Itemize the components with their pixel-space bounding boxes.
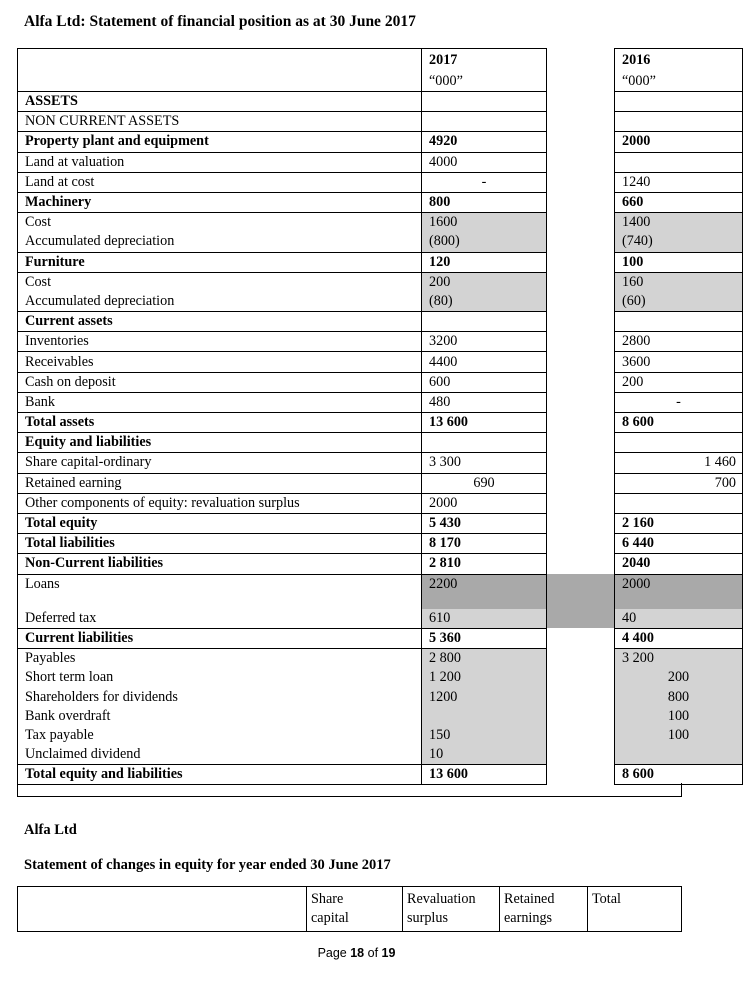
row-value-2016: 100 [615, 726, 743, 745]
row-label: Payables [18, 649, 422, 669]
row-value-2016 [615, 745, 743, 765]
row-label: Loans [18, 574, 422, 594]
row-value-2017: 150 [422, 726, 547, 745]
row-value-2017: 610 [422, 609, 547, 629]
table-row [18, 493, 743, 513]
row-value-2017: 200 [422, 272, 547, 292]
table-row [18, 413, 743, 433]
soce-col-share-capital: Share capital [307, 887, 403, 932]
table-row [18, 726, 743, 745]
table-row [18, 473, 743, 493]
row-label: Equity and liabilities [18, 433, 422, 453]
statement-title: Alfa Ltd: Statement of financial position as at 30 June 2017 [24, 13, 416, 30]
row-label: ASSETS [18, 92, 422, 112]
row-label: Bank overdraft [18, 707, 422, 726]
row-value-2017: 2 800 [422, 649, 547, 669]
row-label: Non-Current liabilities [18, 554, 422, 574]
table-row [18, 192, 743, 212]
table-row [18, 668, 743, 687]
row-label: Retained earning [18, 473, 422, 493]
row-value-2016: 1240 [615, 172, 743, 192]
row-value-2017: 4400 [422, 352, 547, 372]
soce-header-row [18, 887, 682, 932]
row-value-2017: 2 810 [422, 554, 547, 574]
table-row [18, 232, 743, 252]
row-value-2017: 2200 [422, 574, 547, 594]
header-row-unit [18, 71, 743, 92]
changes-in-equity-table [17, 886, 682, 932]
row-label: Cost [18, 213, 422, 233]
row-value-2016 [615, 152, 743, 172]
row-value-2016: 1 460 [615, 453, 743, 473]
table-row [18, 332, 743, 352]
table-row [18, 687, 743, 706]
table-row [18, 513, 743, 533]
row-label: Inventories [18, 332, 422, 352]
row-value-2016: 3 200 [615, 649, 743, 669]
table-row [18, 132, 743, 152]
row-value-2016 [615, 493, 743, 513]
row-value-2016: - [615, 392, 743, 412]
row-value-2016: (60) [615, 292, 743, 312]
table-row [18, 312, 743, 332]
row-value-2016: 2040 [615, 554, 743, 574]
row-label: Total assets [18, 413, 422, 433]
header-unit-2016: “000” [615, 71, 743, 92]
row-value-2017: 1 200 [422, 668, 547, 687]
row-value-2017: 5 360 [422, 628, 547, 648]
row-value-2017: 4920 [422, 132, 547, 152]
table-row [18, 392, 743, 412]
table-row [18, 628, 743, 648]
row-value-2017: 13 600 [422, 413, 547, 433]
row-value-2017: 13 600 [422, 765, 547, 785]
row-value-2017: 8 170 [422, 534, 547, 554]
row-value-2016: (740) [615, 232, 743, 252]
header-row-year [18, 49, 743, 72]
table-row [18, 272, 743, 292]
row-value-2017: 120 [422, 252, 547, 272]
row-label: Accumulated depreciation [18, 292, 422, 312]
table-row [18, 765, 743, 785]
table-row [18, 707, 743, 726]
row-value-2016: 100 [615, 252, 743, 272]
row-label: Shareholders for dividends [18, 687, 422, 706]
soce-title: Statement of changes in equity for year ended 30 June 2017 [24, 857, 391, 873]
financial-position-table [17, 48, 743, 785]
table-row [18, 433, 743, 453]
row-label: Receivables [18, 352, 422, 372]
row-value-2016 [615, 312, 743, 332]
row-label: Share capital-ordinary [18, 453, 422, 473]
row-value-2017: 1200 [422, 687, 547, 706]
row-value-2017: 690 [422, 473, 547, 493]
row-value-2016: 2000 [615, 132, 743, 152]
header-year-2017: 2017 [422, 49, 547, 72]
row-value-2017: - [422, 172, 547, 192]
page-footer: Page 18 of 19 [317, 946, 396, 960]
row-label: Current assets [18, 312, 422, 332]
row-value-2016: 700 [615, 473, 743, 493]
row-label: Short term loan [18, 668, 422, 687]
row-value-2017: 2000 [422, 493, 547, 513]
row-label: Tax payable [18, 726, 422, 745]
row-value-2017 [422, 707, 547, 726]
row-value-2017: 1600 [422, 213, 547, 233]
row-value-2017 [422, 433, 547, 453]
soce-col-retained: Retained earnings [500, 887, 588, 932]
table-row [18, 554, 743, 574]
row-value-2017: 10 [422, 745, 547, 765]
row-label: Cash on deposit [18, 372, 422, 392]
row-value-2017: (80) [422, 292, 547, 312]
table-row [18, 112, 743, 132]
row-value-2016: 800 [615, 687, 743, 706]
header-unit-2017: “000” [422, 71, 547, 92]
row-label: Machinery [18, 192, 422, 212]
row-label: Property plant and equipment [18, 132, 422, 152]
table-row [18, 534, 743, 554]
row-value-2016 [615, 112, 743, 132]
row-value-2016: 200 [615, 668, 743, 687]
row-value-2016: 2000 [615, 574, 743, 594]
row-value-2017 [422, 92, 547, 112]
table-row [18, 649, 743, 669]
row-label: NON CURRENT ASSETS [18, 112, 422, 132]
row-label: Total liabilities [18, 534, 422, 554]
row-label: Furniture [18, 252, 422, 272]
row-label: Total equity and liabilities [18, 765, 422, 785]
table-row [18, 152, 743, 172]
header-year-2016: 2016 [615, 49, 743, 72]
row-value-2016: 3600 [615, 352, 743, 372]
row-label: Other components of equity: revaluation surplus [18, 493, 422, 513]
row-value-2016: 660 [615, 192, 743, 212]
row-label: Accumulated depreciation [18, 232, 422, 252]
company-name: Alfa Ltd [24, 822, 77, 838]
row-value-2017: 3 300 [422, 453, 547, 473]
table-row [18, 292, 743, 312]
row-value-2017: 480 [422, 392, 547, 412]
row-value-2017: 3200 [422, 332, 547, 352]
table-row [18, 172, 743, 192]
row-label: Land at valuation [18, 152, 422, 172]
row-label: Cost [18, 272, 422, 292]
row-value-2016: 160 [615, 272, 743, 292]
table-row [18, 745, 743, 765]
row-value-2016: 6 440 [615, 534, 743, 554]
row-value-2016: 2800 [615, 332, 743, 352]
row-value-2016: 8 600 [615, 765, 743, 785]
row-label: Total equity [18, 513, 422, 533]
row-label: Land at cost [18, 172, 422, 192]
soce-col-revaluation: Revaluation surplus [403, 887, 500, 932]
row-value-2016 [615, 433, 743, 453]
row-value-2016: 40 [615, 609, 743, 629]
table-row [18, 453, 743, 473]
table-row [18, 574, 743, 594]
row-label: Unclaimed dividend [18, 745, 422, 765]
row-label: Current liabilities [18, 628, 422, 648]
row-label: Bank [18, 392, 422, 412]
table-row [18, 352, 743, 372]
table-bottom-frame [17, 783, 682, 797]
row-value-2017: (800) [422, 232, 547, 252]
table-row [18, 372, 743, 392]
table-row [18, 609, 743, 629]
row-label: Deferred tax [18, 609, 422, 629]
row-value-2016: 200 [615, 372, 743, 392]
soce-col-total: Total [588, 887, 682, 932]
row-value-2017: 800 [422, 192, 547, 212]
table-row [18, 252, 743, 272]
row-value-2016: 100 [615, 707, 743, 726]
row-value-2017: 4000 [422, 152, 547, 172]
row-value-2017: 5 430 [422, 513, 547, 533]
row-value-2016: 4 400 [615, 628, 743, 648]
row-value-2016: 1400 [615, 213, 743, 233]
table-row [18, 92, 743, 112]
row-value-2017 [422, 112, 547, 132]
row-value-2016 [615, 92, 743, 112]
table-row [18, 213, 743, 233]
row-value-2016: 2 160 [615, 513, 743, 533]
row-value-2016: 8 600 [615, 413, 743, 433]
row-value-2017 [422, 312, 547, 332]
row-value-2017: 600 [422, 372, 547, 392]
